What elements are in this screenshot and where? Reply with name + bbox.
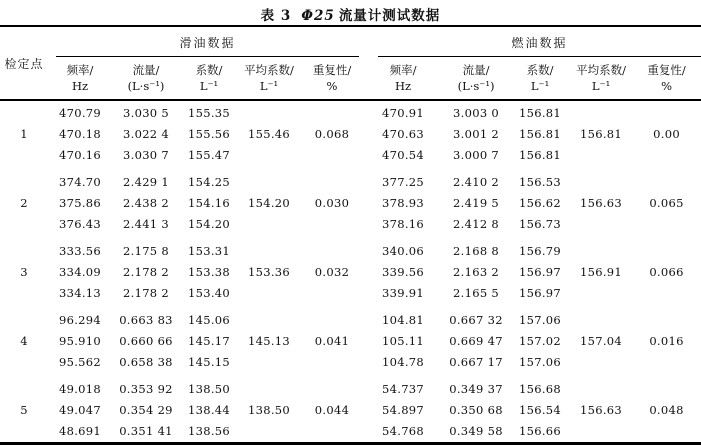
value-cell: 156.54 — [519, 403, 562, 417]
value-cell — [570, 235, 632, 262]
value-cell: 0.667 32 — [449, 313, 503, 327]
col-header-freq-left — [48, 57, 112, 100]
value-cell: 3.000 7 — [453, 148, 500, 162]
group-header-right — [364, 26, 701, 57]
value-cell — [570, 145, 632, 166]
value-cell: 2.438 2 — [123, 196, 169, 210]
point-cell: 4 — [20, 334, 28, 348]
value-cell: 105.11 — [382, 334, 425, 348]
col-header-unit: Hz — [394, 79, 412, 93]
value-cell — [300, 235, 364, 262]
col-header-freq-right — [364, 57, 442, 100]
table-row — [0, 373, 701, 400]
value-cell: 104.81 — [382, 313, 425, 327]
point-cell: 5 — [20, 403, 28, 417]
value-cell: 48.691 — [58, 424, 102, 438]
col-header-coef-left — [180, 57, 238, 100]
value-cell: 2.419 5 — [453, 196, 500, 210]
value-cell — [238, 100, 300, 124]
value-cell: 153.36 — [247, 265, 291, 279]
value-cell: 157.06 — [519, 313, 562, 327]
value-cell: 153.40 — [187, 286, 231, 300]
value-cell: 0.016 — [649, 334, 684, 348]
point-cell: 1 — [20, 127, 28, 141]
value-cell: 49.018 — [58, 382, 102, 396]
value-cell: 0.349 37 — [449, 382, 503, 396]
value-cell: 156.91 — [580, 265, 623, 279]
value-cell: 3.030 7 — [123, 148, 169, 162]
value-cell — [632, 145, 701, 166]
value-cell: 3.003 0 — [453, 106, 500, 120]
value-cell: 377.25 — [382, 175, 425, 189]
col-header-unit: L⁻¹ — [199, 79, 219, 93]
value-cell: 374.70 — [58, 175, 102, 189]
value-cell: 375.86 — [58, 196, 102, 210]
value-cell — [632, 283, 701, 304]
point-cell — [0, 283, 48, 304]
value-cell — [570, 214, 632, 235]
value-cell: 2.178 2 — [123, 265, 169, 279]
point-cell — [0, 373, 48, 400]
point-cell — [0, 304, 48, 331]
group-header-left-label: 滑油数据 — [56, 27, 359, 57]
table-row — [0, 100, 701, 124]
value-cell — [632, 166, 701, 193]
value-cell — [300, 421, 364, 444]
value-cell: 0.658 38 — [119, 355, 173, 369]
point-cell: 2 — [20, 196, 28, 210]
value-cell: 156.63 — [580, 403, 623, 417]
value-cell — [570, 421, 632, 444]
caption-text: 流量计测试数据 — [338, 8, 441, 24]
col-header-flow-left — [112, 57, 180, 100]
value-cell — [238, 304, 300, 331]
value-cell: 0.044 — [314, 403, 350, 417]
value-cell — [632, 100, 701, 124]
table-row — [0, 145, 701, 166]
value-cell — [238, 373, 300, 400]
value-cell: 156.97 — [519, 286, 562, 300]
value-cell — [570, 166, 632, 193]
table-body — [0, 100, 701, 444]
value-cell — [300, 352, 364, 373]
value-cell: 157.04 — [580, 334, 623, 348]
value-cell: 3.030 5 — [123, 106, 169, 120]
table-row — [0, 124, 701, 145]
value-cell: 138.50 — [247, 403, 291, 417]
col-header-unit: % — [326, 79, 338, 93]
value-cell — [570, 352, 632, 373]
value-cell: 470.18 — [58, 127, 102, 141]
value-cell: 156.53 — [519, 175, 562, 189]
table-row — [0, 331, 701, 352]
col-header-label: 平均系数/ — [244, 63, 294, 77]
value-cell: 154.20 — [187, 217, 231, 231]
value-cell: 2.412 8 — [453, 217, 500, 231]
value-cell — [632, 235, 701, 262]
value-cell — [632, 304, 701, 331]
value-cell: 156.79 — [519, 244, 562, 258]
value-cell — [300, 304, 364, 331]
col-header-unit: L⁻¹ — [259, 79, 279, 93]
value-cell: 333.56 — [58, 244, 102, 258]
value-cell — [238, 166, 300, 193]
value-cell: 0.032 — [314, 265, 350, 279]
value-cell: 156.97 — [519, 265, 562, 279]
value-cell: 0.669 47 — [449, 334, 503, 348]
value-cell: 156.62 — [519, 196, 562, 210]
value-cell: 145.06 — [187, 313, 231, 327]
value-cell: 95.910 — [58, 334, 102, 348]
value-cell: 155.46 — [247, 127, 291, 141]
value-cell: 138.50 — [187, 382, 231, 396]
value-cell: 0.354 29 — [119, 403, 173, 417]
value-cell: 104.78 — [382, 355, 425, 369]
value-cell: 3.001 2 — [453, 127, 500, 141]
value-cell: 2.410 2 — [453, 175, 500, 189]
table-row — [0, 400, 701, 421]
value-cell — [632, 214, 701, 235]
value-cell: 156.63 — [580, 196, 623, 210]
point-cell — [0, 421, 48, 444]
value-cell — [570, 304, 632, 331]
value-cell: 340.06 — [382, 244, 425, 258]
value-cell: 2.429 1 — [123, 175, 169, 189]
value-cell — [300, 100, 364, 124]
group-header-right-label: 燃油数据 — [378, 27, 701, 57]
value-cell — [632, 352, 701, 373]
col-header-coef-right — [510, 57, 570, 100]
value-cell: 334.09 — [58, 265, 102, 279]
value-cell: 156.81 — [519, 106, 562, 120]
value-cell: 470.16 — [58, 148, 102, 162]
value-cell: 334.13 — [58, 286, 102, 300]
value-cell: 2.163 2 — [453, 265, 500, 279]
value-cell: 154.16 — [187, 196, 231, 210]
data-table — [0, 25, 701, 445]
col-header-flow-right — [442, 57, 510, 100]
value-cell: 153.38 — [187, 265, 231, 279]
value-cell: 154.20 — [247, 196, 291, 210]
table-row — [0, 235, 701, 262]
value-cell: 339.56 — [382, 265, 425, 279]
col-header-rep-right — [632, 57, 701, 100]
col-header-label: 系数/ — [526, 63, 554, 77]
value-cell: 0.663 83 — [119, 313, 173, 327]
value-cell — [632, 421, 701, 444]
value-cell: 156.81 — [519, 148, 562, 162]
point-cell — [0, 100, 48, 124]
value-cell: 157.02 — [519, 334, 562, 348]
value-cell — [570, 100, 632, 124]
col-header-label: 频率/ — [389, 63, 417, 77]
value-cell: 153.31 — [187, 244, 231, 258]
col-header-avg-right — [570, 57, 632, 100]
table-caption — [0, 0, 701, 25]
col-header-label: 平均系数/ — [576, 63, 626, 77]
value-cell: 2.441 3 — [123, 217, 169, 231]
value-cell: 155.56 — [187, 127, 231, 141]
value-cell — [300, 214, 364, 235]
table-row — [0, 283, 701, 304]
col-header-label: 重复性/ — [647, 63, 686, 77]
value-cell — [238, 235, 300, 262]
value-cell: 3.022 4 — [123, 127, 169, 141]
value-cell: 138.56 — [187, 424, 231, 438]
col-header-unit: (L·s⁻¹) — [127, 79, 165, 93]
value-cell — [632, 373, 701, 400]
value-cell: 0.349 58 — [449, 424, 503, 438]
value-cell: 145.17 — [187, 334, 231, 348]
value-cell: 155.35 — [187, 106, 231, 120]
value-cell: 156.68 — [519, 382, 562, 396]
value-cell: 156.81 — [580, 127, 623, 141]
table-row — [0, 352, 701, 373]
value-cell: 2.168 8 — [453, 244, 500, 258]
caption-label: 表 3 — [260, 8, 292, 24]
value-cell: 0.00 — [653, 127, 680, 141]
value-cell: 470.79 — [58, 106, 102, 120]
col-header-rep-left — [300, 57, 364, 100]
value-cell — [238, 214, 300, 235]
value-cell: 49.047 — [58, 403, 102, 417]
col-header-unit: (L·s⁻¹) — [457, 79, 495, 93]
col-header-unit: % — [661, 79, 672, 93]
point-cell — [0, 214, 48, 235]
value-cell: 0.048 — [649, 403, 684, 417]
value-cell — [238, 352, 300, 373]
value-cell: 0.065 — [649, 196, 684, 210]
value-cell: 0.041 — [314, 334, 350, 348]
col-header-label: 系数/ — [195, 63, 223, 77]
col-header-label: 频率/ — [66, 63, 94, 77]
value-cell: 470.91 — [382, 106, 425, 120]
value-cell: 0.353 92 — [119, 382, 173, 396]
point-cell — [0, 352, 48, 373]
group-header-left — [48, 26, 364, 57]
value-cell — [238, 283, 300, 304]
value-cell: 157.06 — [519, 355, 562, 369]
value-cell — [570, 283, 632, 304]
table-header — [0, 26, 701, 100]
value-cell: 376.43 — [58, 217, 102, 231]
value-cell — [570, 373, 632, 400]
value-cell: 155.47 — [187, 148, 231, 162]
value-cell: 54.897 — [382, 403, 425, 417]
value-cell: 378.16 — [382, 217, 425, 231]
value-cell: 378.93 — [382, 196, 425, 210]
value-cell — [300, 166, 364, 193]
value-cell: 2.178 2 — [123, 286, 169, 300]
value-cell: 0.667 17 — [449, 355, 503, 369]
value-cell: 0.066 — [649, 265, 684, 279]
value-cell: 2.165 5 — [453, 286, 500, 300]
table-row — [0, 262, 701, 283]
value-cell: 156.66 — [519, 424, 562, 438]
value-cell: 0.068 — [314, 127, 350, 141]
value-cell: 0.350 68 — [449, 403, 503, 417]
point-cell — [0, 145, 48, 166]
value-cell — [300, 145, 364, 166]
value-cell: 0.351 41 — [119, 424, 173, 438]
value-cell: 138.44 — [187, 403, 231, 417]
col-header-label: 流量/ — [132, 63, 160, 77]
value-cell — [300, 373, 364, 400]
value-cell: 2.175 8 — [123, 244, 169, 258]
value-cell: 145.13 — [247, 334, 291, 348]
value-cell: 145.15 — [187, 355, 231, 369]
col-header-label: 重复性/ — [312, 63, 352, 77]
value-cell: 154.25 — [187, 175, 231, 189]
corner-header: 检定点 — [0, 26, 48, 100]
col-header-label: 流量/ — [462, 63, 490, 77]
value-cell: 470.54 — [382, 148, 425, 162]
value-cell: 339.91 — [382, 286, 425, 300]
value-cell: 96.294 — [58, 313, 102, 327]
point-cell — [0, 166, 48, 193]
value-cell: 95.562 — [58, 355, 102, 369]
caption-model: Φ25 — [301, 8, 335, 24]
value-cell — [238, 145, 300, 166]
value-cell: 0.660 66 — [119, 334, 173, 348]
group-header-row — [0, 26, 701, 57]
col-header-unit: L⁻¹ — [530, 79, 550, 93]
table-row — [0, 214, 701, 235]
col-header-unit: Hz — [71, 79, 89, 93]
table-row — [0, 193, 701, 214]
point-cell: 3 — [20, 265, 28, 279]
value-cell: 470.63 — [382, 127, 425, 141]
value-cell — [300, 283, 364, 304]
value-cell: 0.030 — [314, 196, 350, 210]
table-row — [0, 421, 701, 444]
value-cell: 156.81 — [519, 127, 562, 141]
column-header-row — [0, 57, 701, 100]
point-cell — [0, 235, 48, 262]
value-cell: 156.73 — [519, 217, 562, 231]
col-header-avg-left — [238, 57, 300, 100]
value-cell: 54.768 — [382, 424, 425, 438]
value-cell — [238, 421, 300, 444]
table-row — [0, 166, 701, 193]
value-cell: 54.737 — [382, 382, 425, 396]
table-row — [0, 304, 701, 331]
col-header-unit: L⁻¹ — [591, 79, 611, 93]
